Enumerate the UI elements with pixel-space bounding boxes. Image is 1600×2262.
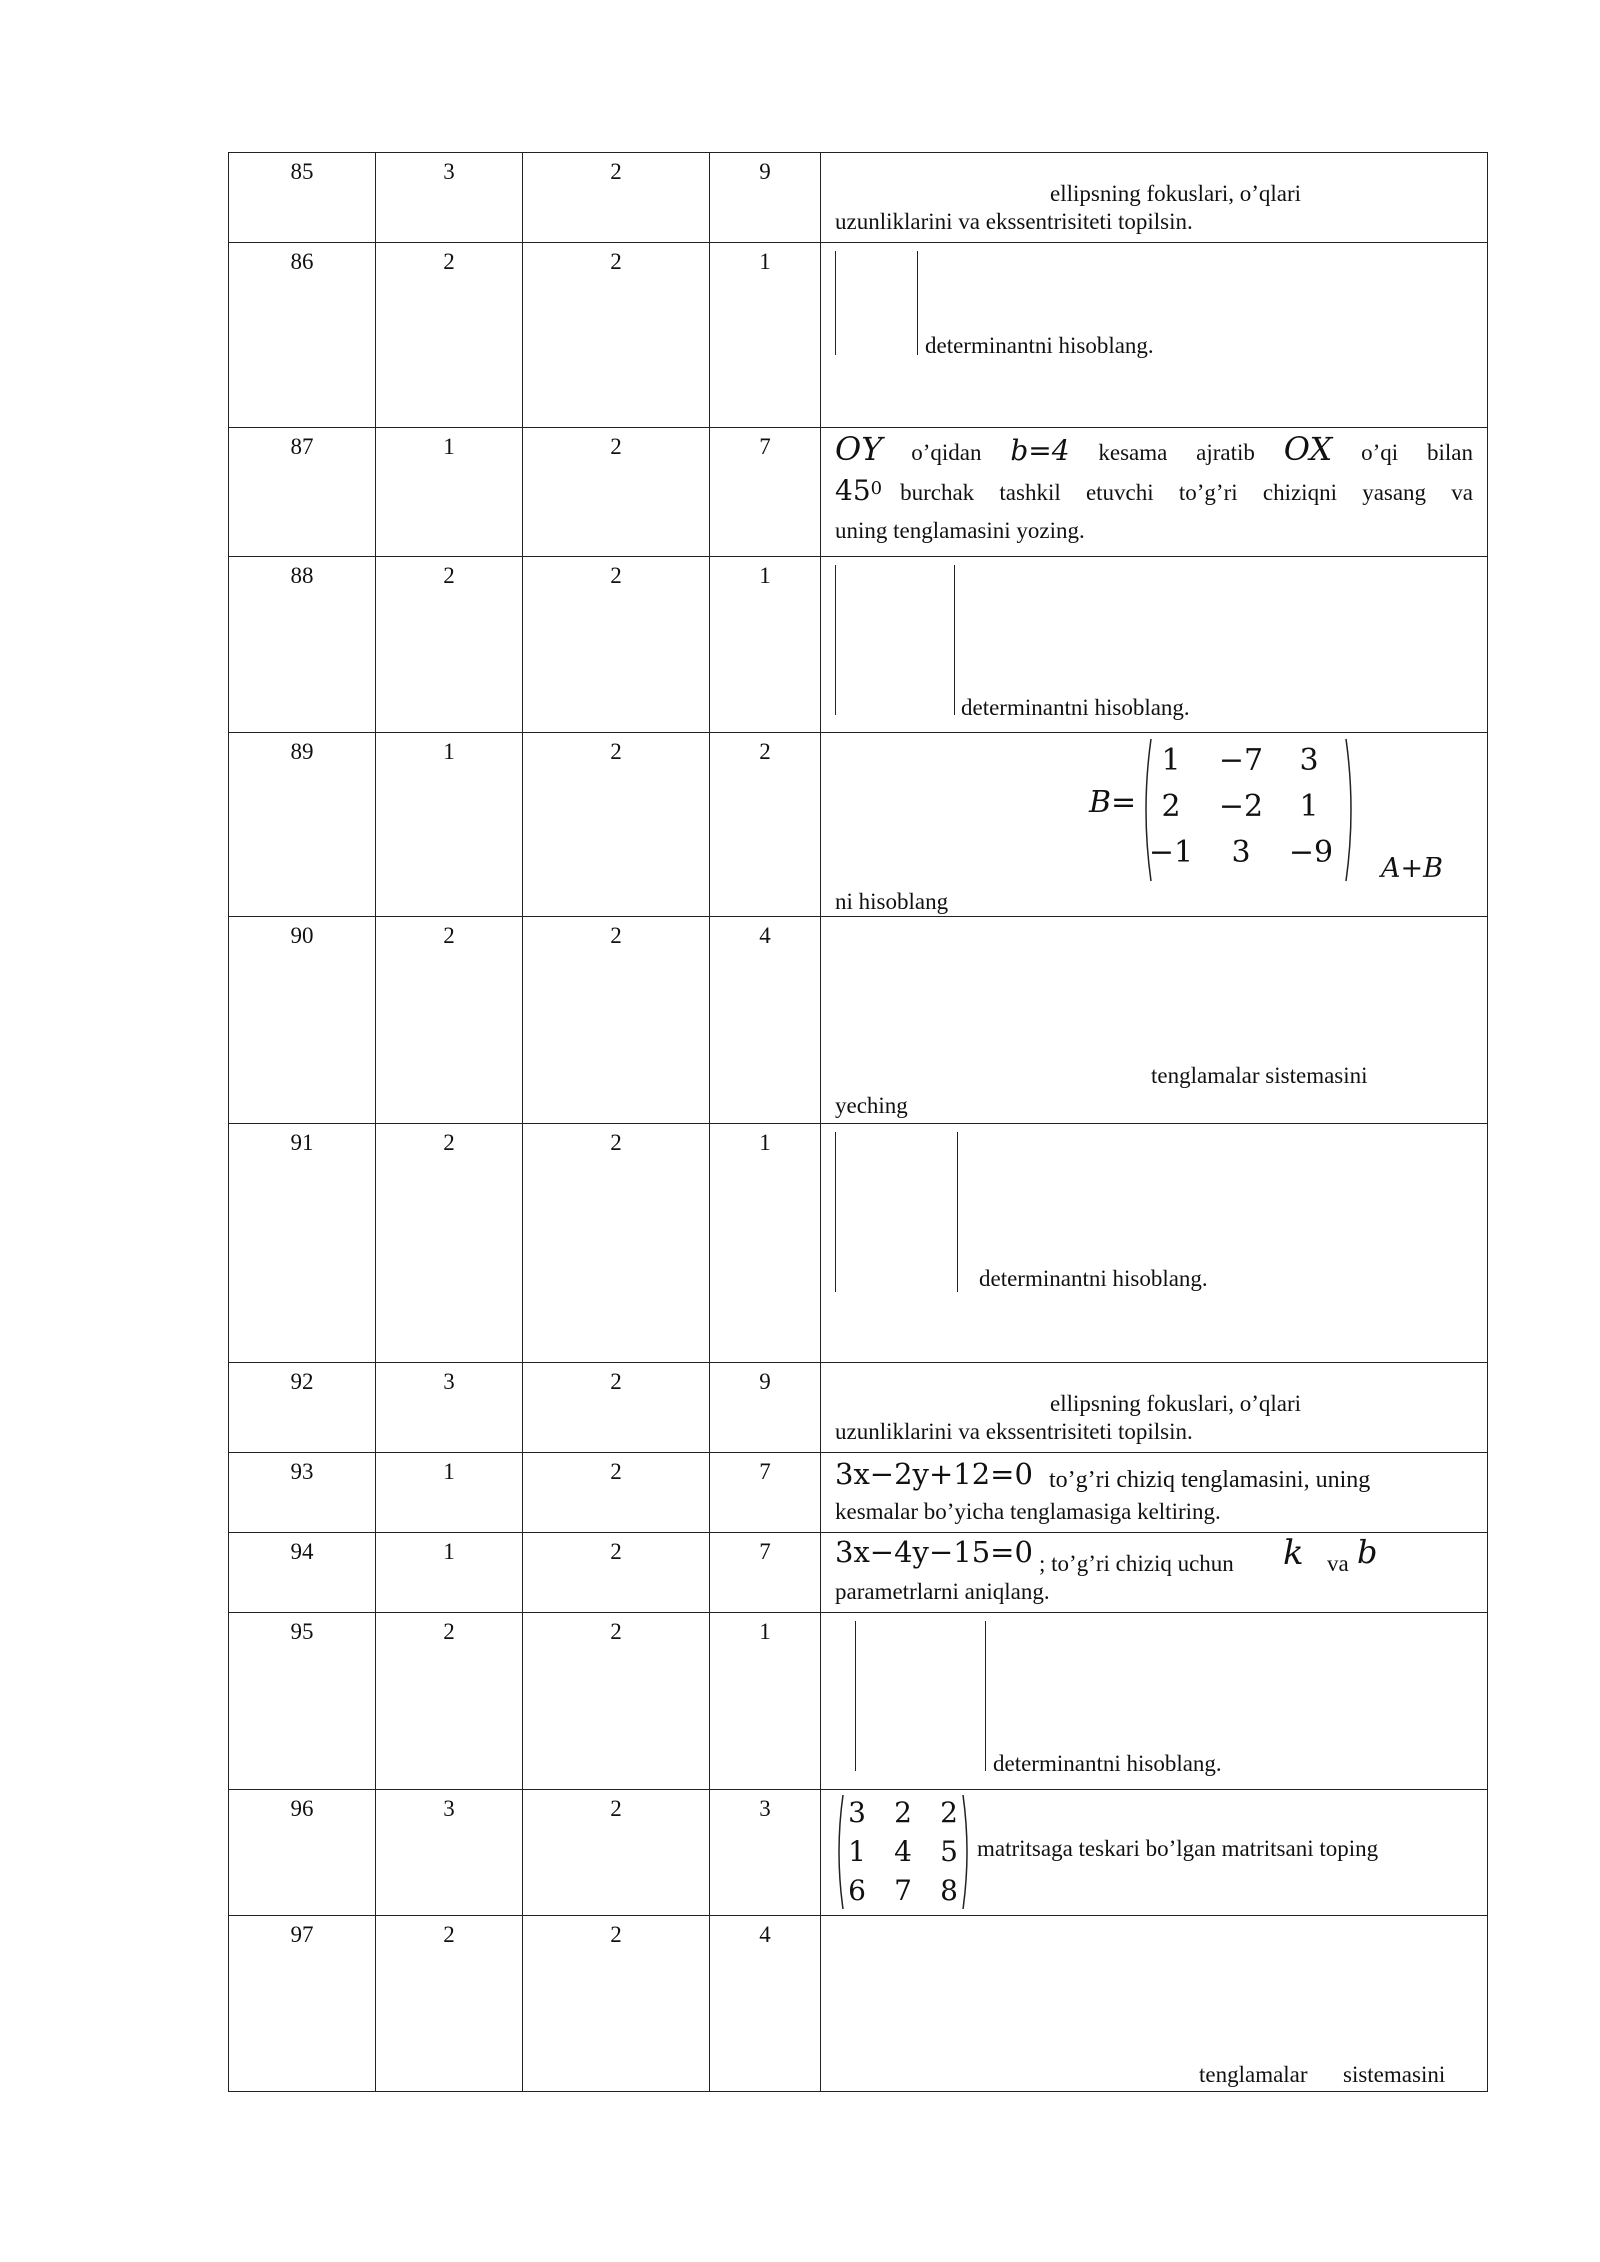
- table-row: [229, 1533, 1488, 1613]
- col-c: 7: [710, 428, 821, 557]
- col-c: 7: [710, 1533, 821, 1613]
- col-b: 2: [523, 1916, 710, 2092]
- math-45: 45: [835, 474, 871, 507]
- task-line: [835, 474, 1473, 507]
- matrix-cell: 1: [848, 1835, 866, 1868]
- row-number: 85: [229, 153, 376, 243]
- table-row: [229, 153, 1488, 243]
- row-number: 90: [229, 917, 376, 1124]
- table-row: [229, 733, 1488, 917]
- col-b: 2: [523, 1453, 710, 1533]
- col-c: 9: [710, 153, 821, 243]
- matrix-cell: −2: [1218, 789, 1264, 824]
- col-b: 2: [523, 153, 710, 243]
- task-text: ; to’g’ri chiziq uchun: [1039, 1551, 1234, 1576]
- task-cell: [821, 557, 1488, 733]
- math-sum: A+B: [1381, 853, 1443, 884]
- table-row: [229, 1790, 1488, 1916]
- col-b: 2: [523, 733, 710, 917]
- matrix-cell: 1: [1161, 743, 1181, 778]
- col-a: 2: [376, 1916, 523, 2092]
- task-text: to’g’ri chiziq tenglamasini, uning: [1049, 1467, 1371, 1493]
- col-b: 2: [523, 1790, 710, 1916]
- matrix-cell: −1: [1148, 835, 1194, 870]
- task-word: ajratib: [1196, 440, 1255, 465]
- matrix-cell: 8: [940, 1874, 958, 1907]
- row-number: 88: [229, 557, 376, 733]
- row-number: 92: [229, 1363, 376, 1453]
- math-b-var: b: [1357, 1533, 1378, 1571]
- task-text: tenglamalar sistemasini: [1151, 1063, 1368, 1088]
- row-number: 93: [229, 1453, 376, 1533]
- task-cell: [821, 917, 1488, 1124]
- determinant-bar-right: [917, 251, 918, 355]
- task-cell: [821, 1453, 1488, 1533]
- matrix-cell: 1: [1299, 789, 1319, 824]
- col-a: 2: [376, 1613, 523, 1790]
- col-c: 2: [710, 733, 821, 917]
- col-a: 2: [376, 917, 523, 1124]
- task-text: ni hisoblang: [835, 889, 949, 914]
- task-word: bilan: [1426, 440, 1473, 465]
- task-text: ellipsning fokuslari, o’qlari: [1050, 1391, 1302, 1416]
- col-c: 1: [710, 1124, 821, 1363]
- task-cell: [821, 1533, 1488, 1613]
- task-cell: [821, 1916, 1488, 2092]
- col-a: 3: [376, 153, 523, 243]
- col-c: 1: [710, 1613, 821, 1790]
- task-word: sistemasini: [1343, 2062, 1446, 2087]
- col-c: 3: [710, 1790, 821, 1916]
- col-b: 2: [523, 1363, 710, 1453]
- table-row: [229, 1613, 1488, 1790]
- row-number: 87: [229, 428, 376, 557]
- task-cell: [821, 153, 1488, 243]
- col-a: 2: [376, 243, 523, 428]
- task-table: [228, 152, 1488, 2092]
- table-row: [229, 1453, 1488, 1533]
- task-line: [835, 430, 1473, 468]
- matrix-cell: 2: [940, 1796, 958, 1829]
- matrix-cell: 2: [894, 1796, 912, 1829]
- determinant-bar-left: [835, 1132, 836, 1292]
- table-row: [229, 917, 1488, 1124]
- determinant-bar-right: [957, 1132, 958, 1292]
- math-ox: OX: [1283, 430, 1333, 468]
- determinant-bar-right: [985, 1621, 986, 1771]
- equation: 3x−4y−15=0: [835, 1535, 1033, 1569]
- col-b: 2: [523, 243, 710, 428]
- math-b: b=4: [1010, 434, 1070, 467]
- task-cell: [821, 428, 1488, 557]
- task-text: burchak tashkil etuvchi to’g’ri chiziqni yasang va: [900, 480, 1473, 505]
- determinant-bar-left: [835, 251, 836, 355]
- task-word: o’qidan: [911, 440, 982, 465]
- col-b: 2: [523, 1613, 710, 1790]
- determinant-bar-left: [855, 1621, 856, 1771]
- col-a: 2: [376, 1124, 523, 1363]
- matrix-b: [1141, 735, 1356, 885]
- col-c: 9: [710, 1363, 821, 1453]
- task-text: determinantni hisoblang.: [925, 333, 1154, 358]
- col-b: 2: [523, 917, 710, 1124]
- task-text: uning tenglamasini yozing.: [835, 518, 1085, 543]
- task-text: kesmalar bo’yicha tenglamasiga keltiring.: [835, 1499, 1221, 1524]
- col-a: 1: [376, 1533, 523, 1613]
- task-text: parametrlarni aniqlang.: [835, 1579, 1050, 1604]
- table-row: [229, 557, 1488, 733]
- col-c: 4: [710, 917, 821, 1124]
- col-a: 3: [376, 1363, 523, 1453]
- matrix-cell: 5: [940, 1835, 958, 1868]
- task-text: uzunliklarini va ekssentrisiteti topilsin.: [835, 1419, 1193, 1444]
- task-word: kesama: [1098, 440, 1168, 465]
- task-cell: [821, 1124, 1488, 1363]
- math-b-label: B=: [1089, 785, 1137, 820]
- row-number: 97: [229, 1916, 376, 2092]
- row-number: 89: [229, 733, 376, 917]
- task-word: o’qi: [1361, 440, 1399, 465]
- determinant-bar-right: [954, 565, 955, 715]
- col-b: 2: [523, 557, 710, 733]
- matrix-cell: 3: [848, 1796, 866, 1829]
- col-c: 7: [710, 1453, 821, 1533]
- math-k: k: [1283, 1533, 1304, 1573]
- col-b: 2: [523, 1124, 710, 1363]
- table-row: [229, 428, 1488, 557]
- math-oy: OY: [835, 430, 883, 468]
- col-a: 1: [376, 428, 523, 557]
- task-cell: [821, 1363, 1488, 1453]
- equation: 3x−2y+12=0: [835, 1457, 1033, 1491]
- col-a: 1: [376, 1453, 523, 1533]
- math-degree: 0: [870, 478, 883, 499]
- matrix-cell: 4: [894, 1835, 912, 1868]
- col-a: 1: [376, 733, 523, 917]
- task-text: determinantni hisoblang.: [993, 1751, 1222, 1776]
- task-text: ellipsning fokuslari, o’qlari: [1050, 181, 1302, 206]
- task-text: matritsaga teskari bo’lgan matritsani toping: [977, 1836, 1379, 1861]
- row-number: 86: [229, 243, 376, 428]
- matrix-cell: 6: [848, 1874, 866, 1907]
- task-text: yeching: [835, 1093, 908, 1118]
- task-cell: [821, 1613, 1488, 1790]
- task-text: uzunliklarini va ekssentrisiteti topilsin.: [835, 209, 1193, 234]
- matrix-cell: 3: [1299, 743, 1319, 778]
- task-text: determinantni hisoblang.: [961, 695, 1190, 720]
- matrix-96: [835, 1792, 971, 1912]
- table-row: [229, 1916, 1488, 2092]
- row-number: 96: [229, 1790, 376, 1916]
- task-cell: [821, 733, 1488, 917]
- determinant-bar-left: [835, 565, 836, 715]
- task-word: va: [1327, 1551, 1349, 1576]
- matrix-cell: −7: [1218, 743, 1264, 778]
- task-cell: [821, 1790, 1488, 1916]
- task-word: tenglamalar: [1199, 2062, 1308, 2087]
- col-c: 1: [710, 243, 821, 428]
- matrix-cell: 2: [1161, 789, 1181, 824]
- row-number: 95: [229, 1613, 376, 1790]
- task-cell: [821, 243, 1488, 428]
- col-a: 2: [376, 557, 523, 733]
- task-text: determinantni hisoblang.: [979, 1266, 1208, 1291]
- col-b: 2: [523, 428, 710, 557]
- row-number: 91: [229, 1124, 376, 1363]
- matrix-cell: 3: [1231, 835, 1251, 870]
- matrix-cell: 7: [894, 1874, 912, 1907]
- table-row: [229, 1363, 1488, 1453]
- col-a: 3: [376, 1790, 523, 1916]
- col-c: 1: [710, 557, 821, 733]
- col-c: 4: [710, 1916, 821, 2092]
- matrix-cell: −9: [1288, 835, 1334, 870]
- col-b: 2: [523, 1533, 710, 1613]
- table-row: [229, 1124, 1488, 1363]
- table-row: [229, 243, 1488, 428]
- row-number: 94: [229, 1533, 376, 1613]
